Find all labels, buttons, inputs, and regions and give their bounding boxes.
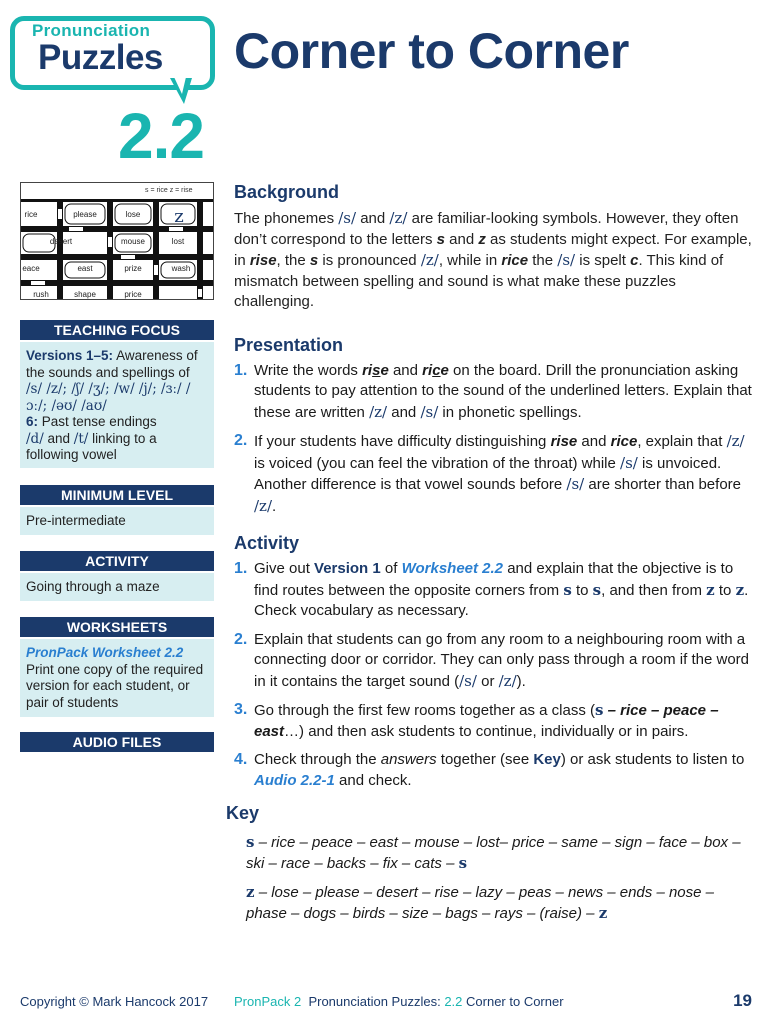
maze-legend: s = rice z = rise xyxy=(145,187,193,194)
text: the xyxy=(528,252,558,269)
text: of xyxy=(380,560,402,577)
text: Write the words xyxy=(254,361,363,379)
v6-text-b: linking to a following vowel xyxy=(26,430,157,462)
phoneme: /z/ xyxy=(389,209,408,227)
presentation-heading: Presentation xyxy=(234,334,344,355)
letter: s xyxy=(309,252,319,269)
text: and xyxy=(388,361,423,379)
text: , and then from xyxy=(601,581,707,599)
phoneme: /s/ xyxy=(566,475,585,493)
text: Check through the xyxy=(254,751,381,768)
v6-label: 6: xyxy=(26,414,39,429)
activity-section-heading: Activity xyxy=(234,533,300,553)
corner-letter: s xyxy=(458,854,468,872)
text: ri xyxy=(422,361,433,379)
maze-corner-letter: z xyxy=(174,206,184,227)
phoneme: /s/ xyxy=(620,453,638,472)
step-number: 1. xyxy=(234,361,248,379)
page-title: Corner to Corner xyxy=(234,23,629,79)
text: are shorter than before xyxy=(584,476,741,493)
underlined-letter: s xyxy=(372,361,381,379)
text: is pronounced xyxy=(318,252,421,269)
presentation-step-2 xyxy=(234,431,754,517)
corner-letter: s xyxy=(246,833,255,851)
phoneme: /z/ xyxy=(726,432,745,450)
maze-graphic xyxy=(21,183,214,300)
version-label: Version 1 xyxy=(314,560,381,577)
maze-room: price xyxy=(124,290,142,299)
text: and xyxy=(577,433,611,450)
copyright: Copyright © Mark Hancock 2017 xyxy=(20,994,209,1009)
text: and xyxy=(356,210,390,227)
maze-room: desert xyxy=(49,237,73,246)
text: on the board. Drill the pronunciation asking students to pay attention to the sound of the underlined letters. Explain that these are written xyxy=(254,361,752,421)
worksheet-link[interactable]: PronPack Worksheet 2.2 xyxy=(26,645,184,660)
corner-letter: z xyxy=(735,580,745,599)
unit-code: 2.2 xyxy=(444,994,463,1009)
phoneme: /z/ xyxy=(369,402,388,421)
footer-pack-title xyxy=(234,994,564,1009)
route-words: – rice – peace – east xyxy=(254,702,719,740)
route-words: – lose – please – desert – rise – lazy – peas – news – ends – nose – phase – dogs – birds – size – bags – rays – (raise) – xyxy=(246,884,714,922)
word: rise xyxy=(550,433,578,450)
presentation-step-1 xyxy=(234,361,754,424)
text: , while in xyxy=(438,252,502,269)
text: . xyxy=(272,497,277,515)
background-heading: Background xyxy=(234,182,340,202)
text: to xyxy=(714,581,736,599)
key-z-route xyxy=(246,882,754,924)
corner-letter: s xyxy=(563,580,572,599)
step-number: 2. xyxy=(234,432,248,449)
activity-step-3 xyxy=(234,700,754,742)
text: Explain that students can go from any room to a neighbouring room with a connecting door or corridor. They can only pass through a room if the word in it contains the target sound ( xyxy=(254,630,749,690)
logo-small-text: Pronunciation xyxy=(32,21,151,40)
text: is spelt xyxy=(575,252,631,269)
key-reference: Key xyxy=(533,751,561,768)
step-number: 4. xyxy=(234,751,248,768)
worksheet-link[interactable]: Worksheet 2.2 xyxy=(401,560,504,577)
text: . Check vocabulary as necessary. xyxy=(254,581,749,619)
teaching-focus-heading: TEACHING FOCUS xyxy=(20,320,214,340)
phoneme: /s/ xyxy=(338,209,357,227)
audio-files-heading: AUDIO FILES xyxy=(20,732,214,752)
maze-thumbnail xyxy=(20,182,214,300)
corner-letter: s xyxy=(595,701,604,719)
versions-label: Versions 1–5: xyxy=(26,348,114,363)
v6-text: Past tense endings xyxy=(38,414,157,429)
background-paragraph xyxy=(234,208,754,313)
text: or xyxy=(476,672,499,690)
activity-step-4 xyxy=(234,750,754,791)
unit-number: 2.2 xyxy=(118,100,204,172)
maze-room: prize xyxy=(124,264,142,273)
pronunciation-puzzles-logo xyxy=(10,16,216,108)
word: rice xyxy=(610,433,638,450)
text: and check. xyxy=(334,771,412,789)
underlined-letter: c xyxy=(432,361,441,379)
key-s-route xyxy=(246,832,754,874)
corner-letter: z xyxy=(246,883,255,901)
logo-bubble-tail-inner xyxy=(174,77,186,94)
text: If your students have difficulty distinguishing xyxy=(254,433,551,450)
text: ) or ask students to listen to xyxy=(560,751,745,768)
corner-letter: z xyxy=(706,580,715,599)
maze-room: rush xyxy=(33,290,49,299)
text: is unvoiced. Another difference is that vowel sounds before xyxy=(254,454,722,493)
step-number: 1. xyxy=(234,560,248,577)
text: , explain that xyxy=(637,433,727,450)
text: Go through the first few rooms together as a class ( xyxy=(254,702,595,719)
pack-name: PronPack 2 xyxy=(234,994,302,1009)
phoneme-t: /t/ xyxy=(73,430,89,447)
letter: z xyxy=(478,230,486,248)
text: e xyxy=(440,361,449,379)
text: as students might expect. For example, in xyxy=(234,230,752,269)
audio-link[interactable]: Audio 2.2-1 xyxy=(254,771,335,789)
text: . This kind of mismatch between spelling and sound is what make these puzzles challenging. xyxy=(234,252,724,310)
word: rise xyxy=(249,252,277,269)
worksheets-panel xyxy=(20,639,214,717)
text: , the xyxy=(276,252,310,269)
phoneme-list: /s/ /z/; /ʃ/ /ʒ/; /w/ /j/; /ɜː/ /ɔː/; /əʊ/ /aʊ/ xyxy=(26,381,191,414)
series-name: Pronunciation Puzzles: xyxy=(308,994,441,1009)
text: to xyxy=(571,581,593,599)
phoneme-d: /d/ xyxy=(26,430,44,447)
activity-step-2 xyxy=(234,630,754,693)
maze-room: lost xyxy=(171,237,185,246)
text: is voiced (you can feel the vibration of the throat) while xyxy=(254,454,621,472)
maze-room: eace xyxy=(22,264,40,273)
activity-step-1 xyxy=(234,559,754,622)
unit-title: Corner to Corner xyxy=(466,994,564,1009)
phoneme: /s/ xyxy=(557,251,576,269)
text: ). xyxy=(516,672,526,690)
key-heading: Key xyxy=(226,803,260,823)
letter: c xyxy=(630,252,639,269)
text: and xyxy=(387,403,421,421)
maze-room: wash xyxy=(171,264,191,273)
phoneme: /z/ xyxy=(254,496,273,515)
text: e xyxy=(380,361,389,379)
page-number: 19 xyxy=(733,991,752,1010)
text: Give out xyxy=(254,560,315,577)
text: …) and then ask students to continue, individually or in pairs. xyxy=(284,722,689,740)
minimum-level-heading: MINIMUM LEVEL xyxy=(20,485,214,505)
logo-big-text: Puzzles xyxy=(38,38,163,77)
letter: s xyxy=(436,230,445,248)
maze-room: east xyxy=(77,264,93,273)
corner-letter: z xyxy=(598,904,608,922)
versions-text: Awareness of the sounds and spellings of xyxy=(26,348,198,380)
activity-value: Going through a maze xyxy=(20,573,214,601)
maze-room: rice xyxy=(24,210,38,219)
phoneme: /z/ xyxy=(420,251,439,269)
worksheets-text: Print one copy of the required version for each student, or pair of students xyxy=(26,661,204,710)
text: The phonemes xyxy=(234,210,339,227)
word: rice xyxy=(501,252,529,269)
maze-room: lose xyxy=(125,210,141,219)
maze-room: please xyxy=(73,210,97,219)
text: are familiar-looking symbols. However, they often don’t correspond to the letters xyxy=(234,210,739,248)
phoneme: /z/ xyxy=(498,671,517,690)
teaching-focus-panel xyxy=(20,342,214,468)
main-content xyxy=(226,182,754,932)
phoneme: /s/ xyxy=(459,671,477,690)
text: together (see xyxy=(436,751,534,768)
step-number: 2. xyxy=(234,630,248,648)
text: and explain that the objective is to find routes between the opposite corners from xyxy=(254,560,734,599)
text: ri xyxy=(362,361,373,379)
text: and xyxy=(444,230,479,248)
maze-room: shape xyxy=(74,290,96,299)
activity-heading: ACTIVITY xyxy=(20,551,214,571)
text: in phonetic spellings. xyxy=(438,403,582,421)
phoneme: /s/ xyxy=(420,402,439,421)
corner-letter: s xyxy=(592,580,602,599)
answers-word: answers xyxy=(380,751,437,768)
route-words: – rice – peace – east – mouse – lost– price – same – sign – face – box – ski – race – backs – fix – cats – xyxy=(246,834,741,872)
step-number: 3. xyxy=(234,701,248,718)
conjunction-text: and xyxy=(43,430,74,446)
worksheets-heading: WORKSHEETS xyxy=(20,617,214,637)
minimum-level-value: Pre-intermediate xyxy=(20,507,214,535)
maze-room: mouse xyxy=(120,237,146,246)
